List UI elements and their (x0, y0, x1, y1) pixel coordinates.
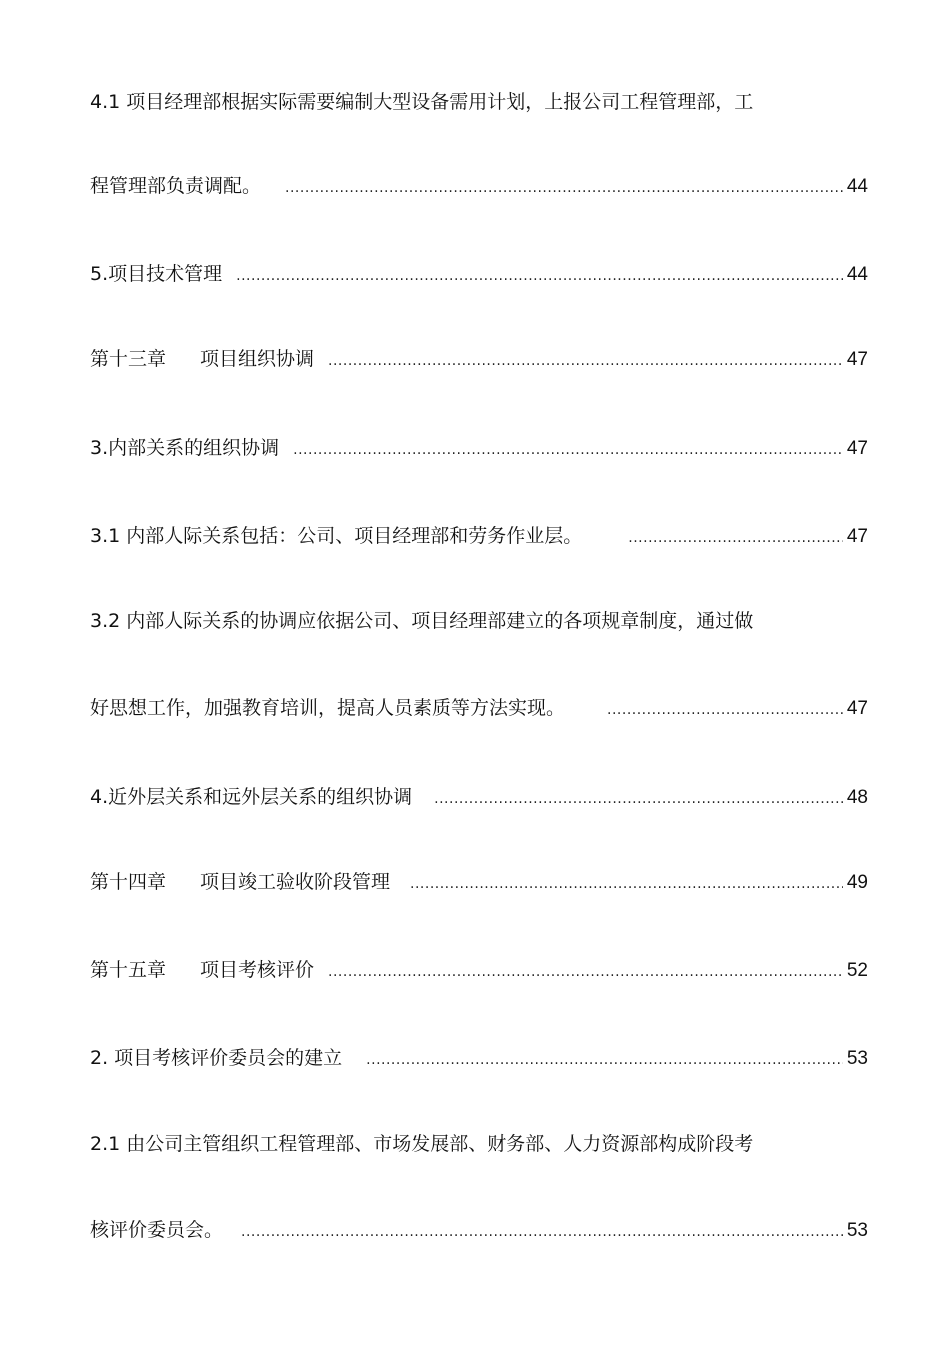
dot-leader (293, 435, 843, 465)
toc-entry-text: 4.1 项目经理部根据实际需要编制大型设备需用计划，上报公司工程管理部，工 (90, 91, 754, 113)
chapter-title: 项目竣工验收阶段管理 (200, 871, 391, 893)
dot-leader (236, 261, 843, 291)
chapter-title: 项目考核评价 (200, 959, 315, 981)
toc-page-number: 53 (846, 1048, 868, 1069)
toc-line-3-1[interactable] (90, 521, 868, 551)
toc-line-5[interactable] (90, 259, 868, 289)
dot-leader (607, 695, 843, 725)
dot-leader (366, 1045, 843, 1075)
dot-leader (434, 784, 843, 814)
toc-entry-text: 3.2 内部人际关系的协调应依据公司、项目经理部建立的各项规章制度，通过做 (90, 610, 754, 632)
toc-chapter-heading (90, 955, 314, 985)
toc-entry-text: 2. 项目考核评价委员会的建立 (90, 1047, 343, 1069)
toc-line-chapter-13[interactable] (90, 344, 868, 374)
dot-leader (285, 173, 843, 203)
toc-line-3[interactable] (90, 433, 868, 463)
toc-chapter-heading (90, 867, 390, 897)
toc-page-number: 48 (846, 787, 868, 808)
toc-page-number: 53 (846, 1220, 868, 1241)
toc-page-number: 47 (846, 526, 868, 547)
toc-chapter-heading (90, 344, 314, 374)
chapter-number: 第十三章 (90, 348, 167, 370)
toc-line-3-2-part2[interactable] (90, 693, 868, 723)
dot-leader (328, 957, 843, 987)
toc-page-number: 44 (846, 264, 868, 285)
toc-entry-text: 2.1 由公司主管组织工程管理部、市场发展部、财务部、人力资源部构成阶段考 (90, 1133, 754, 1155)
dot-leader (241, 1217, 843, 1247)
toc-entry-text: 4.近外层关系和远外层关系的组织协调 (90, 786, 413, 808)
dot-leader (410, 869, 843, 899)
toc-entry-text: 3.1 内部人际关系包括：公司、项目经理部和劳务作业层。 (90, 525, 583, 547)
toc-page-number: 49 (846, 872, 868, 893)
chapter-number: 第十四章 (90, 871, 167, 893)
chapter-number: 第十五章 (90, 959, 167, 981)
toc-entry-text: 核评价委员会。 (90, 1219, 224, 1241)
toc-entry-text: 程管理部负责调配。 (90, 175, 262, 197)
toc-line-4[interactable] (90, 782, 868, 812)
chapter-title: 项目组织协调 (200, 348, 315, 370)
toc-line-2-1-part2[interactable] (90, 1215, 868, 1245)
toc-entry-text: 3.内部关系的组织协调 (90, 437, 280, 459)
dot-leader (628, 523, 843, 553)
toc-page-number: 47 (846, 349, 868, 370)
toc-entry-text: 5.项目技术管理 (90, 263, 223, 285)
toc-line-4-1-part1 (90, 87, 753, 117)
toc-line-chapter-15[interactable] (90, 955, 868, 985)
toc-line-3-2-part1 (90, 606, 753, 636)
toc-line-2-1-part1 (90, 1129, 753, 1159)
toc-page-number: 47 (846, 438, 868, 459)
toc-page-number: 47 (846, 698, 868, 719)
toc-line-2[interactable] (90, 1043, 868, 1073)
toc-line-4-1-part2[interactable] (90, 171, 868, 201)
toc-line-chapter-14[interactable] (90, 867, 868, 897)
toc-entry-text: 好思想工作，加强教育培训，提高人员素质等方法实现。 (90, 697, 566, 719)
dot-leader (328, 346, 843, 376)
toc-page-number: 44 (846, 176, 868, 197)
toc-page-number: 52 (846, 960, 868, 981)
